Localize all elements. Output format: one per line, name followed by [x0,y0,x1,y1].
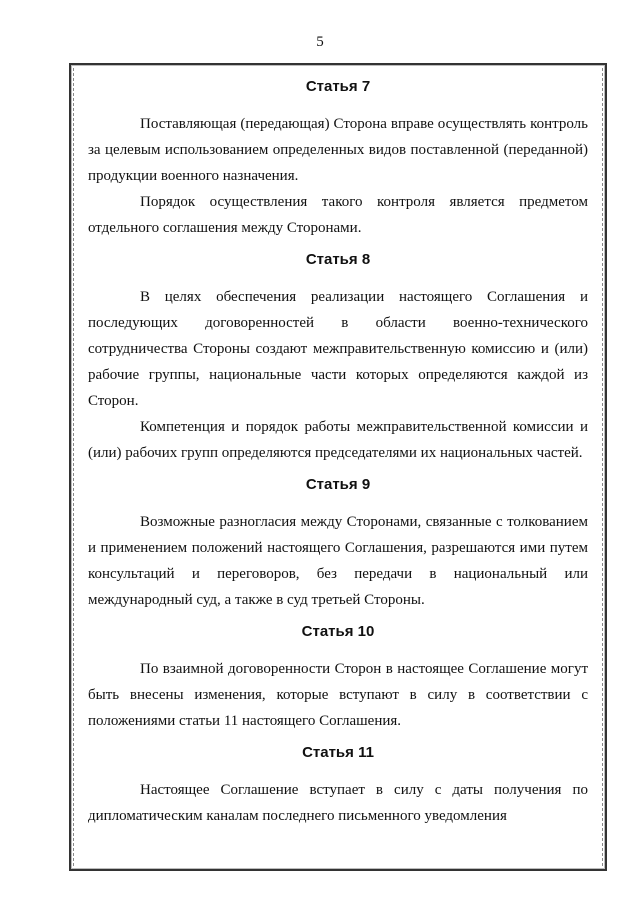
article-9-heading: Статья 9 [305,476,371,493]
article-11-heading: Статья 11 [302,744,374,761]
article-10-heading: Статья 10 [301,623,375,640]
article-8-paragraph-2: Компетенция и порядок работы межправительственной комиссии и (или) рабочих групп определяются председателями их национальных частей. [88,419,588,461]
article-7-paragraph-2: Порядок осуществления такого контроля является предметом отдельного соглашения между Сторонами. [88,194,588,236]
article-7-paragraph-1: Поставляющая (передающая) Сторона вправе осуществлять контроль за целевым использованием определенных видов поставленной (переданной) продукции военного назначения. [88,116,588,184]
article-11-paragraph-1: Настоящее Соглашение вступает в силу с даты получения по дипломатическим каналам последнего письменного уведомления [88,782,588,824]
article-7-heading: Статья 7 [305,78,371,95]
article-9-paragraph-1: Возможные разногласия между Сторонами, связанные с толкованием и применением положений настоящего Соглашения, разрешаются ими путем консультаций и переговоров, без передачи в национальный или международный суд, а также в суд третьей Стороны. [88,514,588,608]
article-8-paragraph-1: В целях обеспечения реализации настоящего Соглашения и последующих договоренностей в области военно-технического сотрудничества Стороны создают межправительственную комиссию и (или) рабочие группы, национальные части которых определяются каждой из Сторон. [88,289,588,409]
page-number: 5 [316,34,324,50]
document-body [88,76,588,829]
article-8-heading: Статья 8 [305,251,371,268]
article-10-paragraph-1: По взаимной договоренности Сторон в настоящее Соглашение могут быть внесены изменения, которые вступают в силу в соответствии с положениями статьи 11 настоящего Соглашения. [88,661,588,729]
